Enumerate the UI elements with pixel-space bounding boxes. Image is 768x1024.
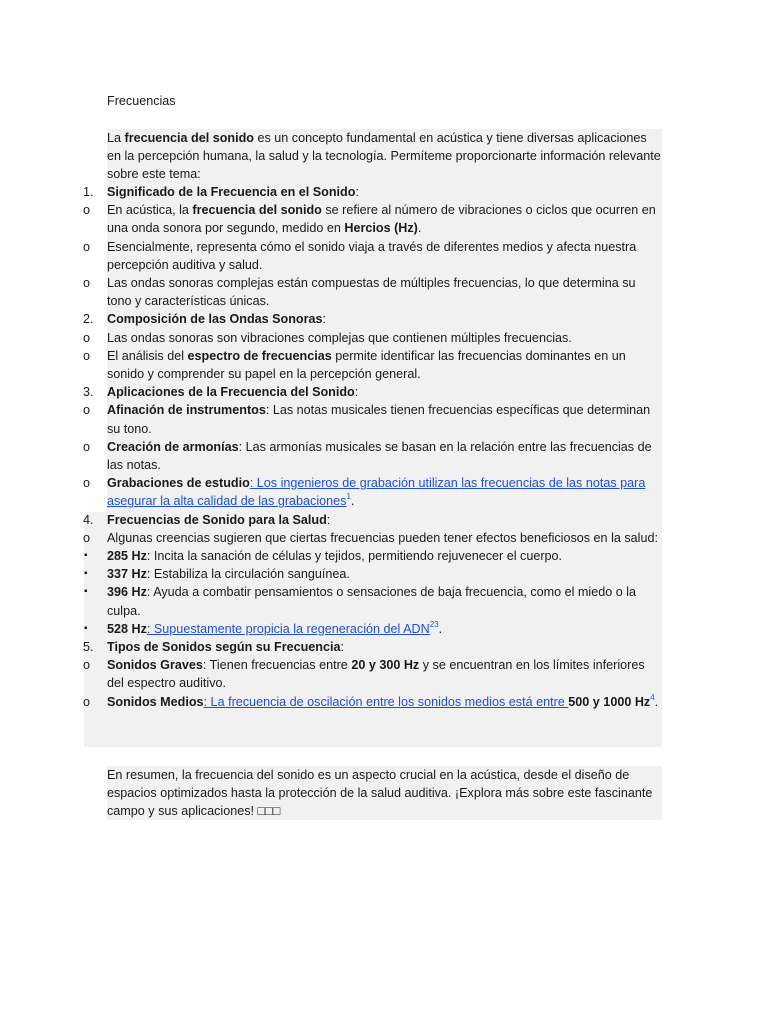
list-item-section-4: 4. Frecuencias de Sonido para la Salud:: [107, 511, 663, 529]
list-item: ▪ 396 Hz: Ayuda a combatir pensamientos o sensaciones de baja frecuencia, como el miedo o la culpa.: [84, 585, 637, 618]
list-number: 3.: [83, 385, 94, 400]
bullet-square-icon: ▪: [84, 568, 88, 580]
section-heading: Tipos de Sonidos según su Frecuencia: [107, 640, 341, 655]
bullet-circle-icon: o: [83, 239, 91, 254]
list-item-section-3: 3. Aplicaciones de la Frecuencia del Sonido:: [107, 383, 663, 401]
list-item: o Afinación de instrumentos: Las notas musicales tienen frecuencias específicas que determinan su tono.: [83, 403, 651, 436]
bullet-circle-icon: o: [83, 276, 91, 291]
intro-bold: frecuencia del sonido: [124, 131, 254, 145]
list-item-section-2: 2. Composición de las Ondas Sonoras:: [107, 310, 663, 328]
reference-link[interactable]: : Supuestamente propicia la regeneración del ADN: [146, 621, 430, 636]
bullet-circle-icon: o: [83, 694, 91, 709]
footnote-ref[interactable]: 4: [650, 692, 655, 702]
list-item: o Sonidos Graves: Tienen frecuencias entre 20 y 300 Hz y se encuentran en los límites inferiores del espectro auditivo.: [83, 658, 645, 691]
list-item: o Las ondas sonoras son vibraciones complejas que contienen múltiples frecuencias.: [107, 329, 663, 347]
bullet-circle-icon: o: [83, 439, 91, 454]
list-item: o Grabaciones de estudio: Los ingenieros de grabación utilizan las frecuencias de las notas para asegurar la alta calidad de las grabaciones$^1$.: [83, 476, 646, 509]
section-heading: Frecuencias de Sonido para la Salud: [107, 512, 327, 527]
bullet-circle-icon: o: [83, 403, 91, 418]
reference-link[interactable]: : La frecuencia de oscilación entre los sonidos medios está entre: [203, 694, 569, 709]
list-item: ▪ 285 Hz: Incita la sanación de células y tejidos, permitiendo rejuvenecer el cuerpo.: [107, 547, 663, 565]
reference-link[interactable]: : Los ingenieros de grabación utilizan las frecuencias de las notas para asegurar la alta calidad de las grabaciones: [107, 476, 646, 509]
bullet-circle-icon: o: [83, 203, 91, 218]
list-number: 4.: [83, 512, 94, 527]
bullet-circle-icon: o: [83, 530, 91, 545]
list-item: o Sonidos Medios: La frecuencia de oscilación entre los sonidos medios está entre 500 y 1000 Hz$^4$.: [107, 693, 663, 711]
list-item: ▪ 337 Hz: Estabiliza la circulación sanguínea.: [107, 565, 663, 583]
list-item: o Esencialmente, representa cómo el sonido viaja a través de diferentes medios y afecta nuestra percepción auditiva y salud.: [83, 239, 637, 272]
document-title: Frecuencias: [107, 94, 176, 108]
list-item: o Las ondas sonoras complejas están compuestas de múltiples frecuencias, lo que determina su tono y características únicas.: [83, 276, 636, 309]
frequency-list: [83, 183, 663, 711]
section-heading: Significado de la Frecuencia en el Sonido: [107, 185, 356, 199]
footnote-ref[interactable]: 23: [429, 619, 439, 629]
section-heading: Aplicaciones de la Frecuencia del Sonido: [107, 385, 355, 400]
list-number: 1.: [83, 185, 94, 199]
bullet-square-icon: ▪: [84, 550, 88, 562]
list-item: ▪ 528 Hz: Supuestamente propicia la regeneración del ADN$^{23}$.: [107, 620, 663, 638]
bullet-circle-icon: o: [83, 330, 91, 345]
bullet-circle-icon: o: [83, 476, 91, 491]
bullet-circle-icon: o: [83, 348, 91, 363]
list-item: o Algunas creencias sugieren que ciertas frecuencias pueden tener efectos beneficiosos en la salud:: [107, 529, 663, 547]
list-number: 5.: [83, 640, 94, 655]
intro-paragraph: La frecuencia del sonido es un concepto fundamental en acústica y tiene diversas aplicaciones en la percepción humana, la salud y la tecnología. Permíteme proporcionarte información relevante sobre este tema:: [107, 131, 661, 182]
list-item-section-1: 1. Significado de la Frecuencia en el Sonido:: [107, 183, 663, 201]
list-item: o En acústica, la frecuencia del sonido se refiere al número de vibraciones o ciclos que ocurren en una onda sonora por segundo, medido en Hercios (Hz).: [83, 203, 656, 236]
summary-paragraph: En resumen, la frecuencia del sonido es un aspecto crucial en la acústica, desde el diseño de espacios optimizados hasta la protección de la salud auditiva. ¡Explora más sobre este fascinante campo y sus aplicaciones! □□□: [107, 768, 653, 819]
bullet-circle-icon: o: [83, 658, 91, 673]
footnote-ref[interactable]: 1: [346, 492, 351, 502]
list-number: 2.: [83, 312, 94, 327]
list-item: o El análisis del espectro de frecuencias permite identificar las frecuencias dominantes en un sonido y comprender su papel en la percepción general.: [83, 348, 626, 382]
list-item: o Creación de armonías: Las armonías musicales se basan en la relación entre las frecuencias de las notas.: [83, 439, 652, 473]
bullet-square-icon: ▪: [84, 586, 88, 598]
bullet-square-icon: ▪: [84, 622, 88, 634]
list-item-section-5: 5. Tipos de Sonidos según su Frecuencia:: [107, 638, 663, 656]
section-heading: Composición de las Ondas Sonoras: [107, 312, 323, 327]
